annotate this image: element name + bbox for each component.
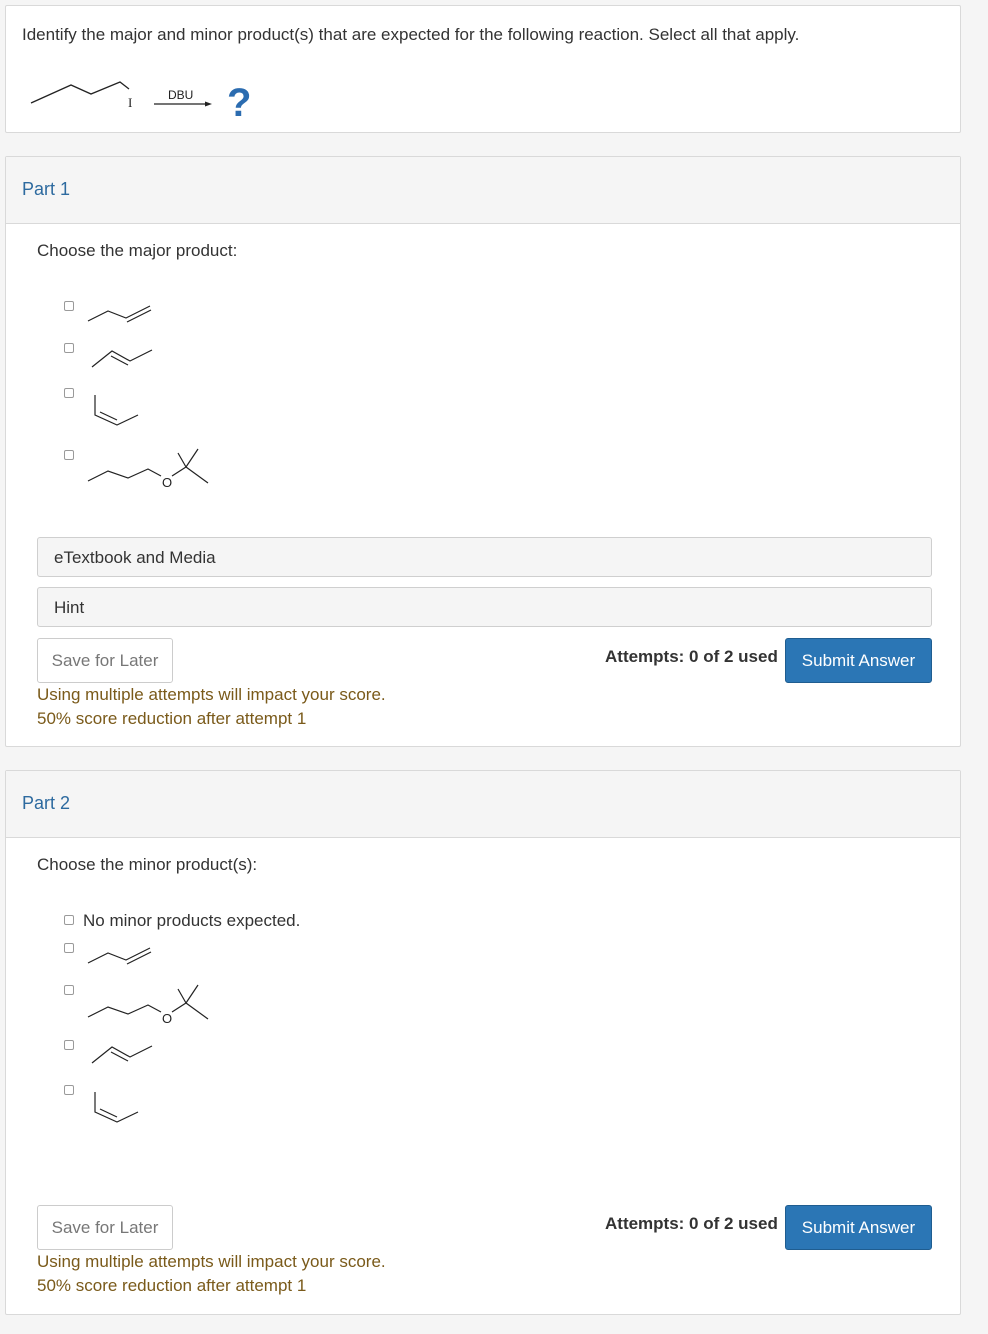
reaction-svg xyxy=(28,76,268,126)
reaction-arrow-head xyxy=(205,102,212,107)
part-2-title: Part 2 xyxy=(22,793,71,813)
part-1-warning-line-2: 50% score reduction after attempt 1 xyxy=(37,709,307,728)
part-2-option-5-checkbox[interactable] xyxy=(64,1085,74,1095)
part-1-option-4-checkbox[interactable] xyxy=(64,450,74,460)
part-1-option-4-structure[interactable] xyxy=(86,445,216,491)
part-1-option-1-checkbox[interactable] xyxy=(64,301,74,311)
question-mark-icon: ? xyxy=(227,81,252,125)
part-2-option-4-checkbox[interactable] xyxy=(64,1040,74,1050)
part-1-option-2-structure[interactable] xyxy=(86,345,156,371)
part-1-option-2-checkbox[interactable] xyxy=(64,343,74,353)
part-1-save-for-later-button[interactable]: Save for Later xyxy=(37,638,173,683)
part-2-option-1-checkbox[interactable] xyxy=(64,915,74,925)
part-2-option-5-structure[interactable] xyxy=(86,1088,146,1128)
part-1-submit-button[interactable]: Submit Answer xyxy=(785,638,932,683)
part-2-header xyxy=(6,771,960,838)
question-card xyxy=(5,5,961,133)
part-2-attempts: Attempts: 0 of 2 used xyxy=(605,1214,778,1233)
svg-text:O: O xyxy=(162,475,173,490)
part-2-save-for-later-button[interactable]: Save for Later xyxy=(37,1205,173,1250)
part-2-option-4-structure[interactable] xyxy=(86,1041,156,1067)
part-2-card xyxy=(5,770,961,1315)
etextbook-media-label: eTextbook and Media xyxy=(54,548,216,567)
part-2-option-1-label[interactable]: No minor products expected. xyxy=(83,911,301,930)
part-2-warning-line-1: Using multiple attempts will impact your score. xyxy=(37,1252,386,1271)
hint-toggle[interactable] xyxy=(37,587,932,627)
part-1-header xyxy=(6,157,960,224)
part-2-submit-button[interactable]: Submit Answer xyxy=(785,1205,932,1250)
reagent-label: DBU xyxy=(168,88,194,102)
part-1-card xyxy=(5,156,961,747)
part-1-prompt: Choose the major product: xyxy=(37,241,238,260)
etextbook-media-toggle[interactable] xyxy=(37,537,932,577)
part-1-attempts: Attempts: 0 of 2 used xyxy=(605,647,778,666)
reaction-scheme xyxy=(28,76,268,131)
svg-text:O: O xyxy=(162,1011,173,1026)
iodine-label: I xyxy=(128,95,133,110)
part-2-option-3-structure[interactable] xyxy=(86,981,216,1027)
part-2-prompt: Choose the minor product(s): xyxy=(37,855,258,874)
hint-label: Hint xyxy=(54,598,85,617)
part-2-option-2-checkbox[interactable] xyxy=(64,943,74,953)
part-1-warning-line-1: Using multiple attempts will impact your score. xyxy=(37,685,386,704)
part-1-title: Part 1 xyxy=(22,179,71,199)
iodobutane-skeleton xyxy=(31,82,129,103)
part-1-option-3-checkbox[interactable] xyxy=(64,388,74,398)
part-1-option-1-structure[interactable] xyxy=(86,303,156,327)
part-2-option-2-structure[interactable] xyxy=(86,945,156,969)
part-1-option-3-structure[interactable] xyxy=(86,391,146,431)
question-text: Identify the major and minor product(s) that are expected for the following reaction. Select all that apply. xyxy=(22,25,800,44)
part-2-warning-line-2: 50% score reduction after attempt 1 xyxy=(37,1276,307,1295)
part-2-option-3-checkbox[interactable] xyxy=(64,985,74,995)
